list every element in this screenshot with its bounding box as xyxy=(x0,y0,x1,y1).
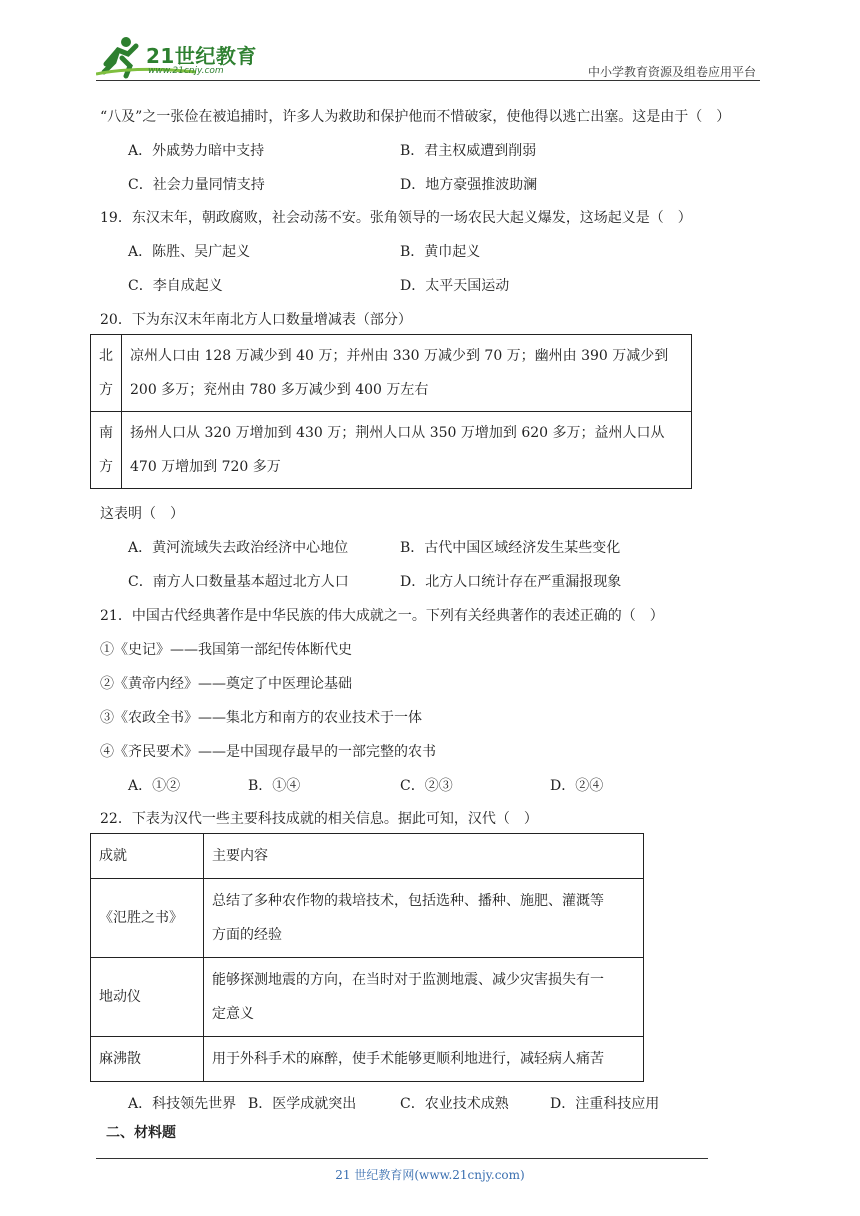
table-header-row xyxy=(91,834,644,879)
achievement-name: 麻沸散 xyxy=(91,1037,204,1082)
q18-option-a[interactable]: A．外戚势力暗中支持 xyxy=(128,143,265,159)
region-char: 方 xyxy=(99,459,113,475)
achievement-content xyxy=(204,958,644,1037)
q21-option-d[interactable]: D．②④ xyxy=(550,778,604,794)
q22-stem: 22．下表为汉代一些主要科技成就的相关信息。据此可知，汉代（ ） xyxy=(100,811,538,827)
achievement-name: 地动仪 xyxy=(91,958,204,1037)
q18-option-d[interactable]: D．地方豪强推波助澜 xyxy=(400,177,538,193)
header-content: 主要内容 xyxy=(204,834,644,879)
region-char: 北 xyxy=(99,348,113,364)
q21-item-4: ④《齐民要术》——是中国现存最早的一部完整的农书 xyxy=(100,744,436,760)
q21-stem: 21．中国古代经典著作是中华民族的伟大成就之一。下列有关经典著作的表述正确的（ ） xyxy=(100,608,664,624)
q22-option-a[interactable]: A．科技领先世界 xyxy=(128,1096,237,1112)
q18-option-b[interactable]: B．君主权威遭到削弱 xyxy=(400,143,537,159)
q20-after-text: 这表明（ ） xyxy=(100,506,184,522)
cell-line: 定意义 xyxy=(212,1006,254,1022)
achievement-content xyxy=(204,1037,644,1082)
header-divider xyxy=(96,80,760,81)
header-achievement: 成就 xyxy=(91,834,204,879)
population-change-cell xyxy=(122,335,692,412)
q20-stem: 20．下为东汉末年南北方人口数量增减表（部分） xyxy=(100,312,412,328)
table-row xyxy=(91,958,644,1037)
q21-item-1: ①《史记》——我国第一部纪传体断代史 xyxy=(100,642,352,658)
q21-item-3: ③《农政全书》——集北方和南方的农业技术于一体 xyxy=(100,710,422,726)
footer-link[interactable]: 21 世纪教育网(www.21cnjy.com) xyxy=(335,1168,525,1182)
cell-line: 方面的经验 xyxy=(212,927,282,943)
table-row xyxy=(91,1037,644,1082)
q19-option-c[interactable]: C．李自成起义 xyxy=(128,278,223,294)
q20-option-a[interactable]: A．黄河流域失去政治经济中心地位 xyxy=(128,540,349,556)
logo-text: 21世纪教育 xyxy=(146,44,257,68)
achievement-name: 《氾胜之书》 xyxy=(91,879,204,958)
header-platform-name: 中小学教育资源及组卷应用平台 xyxy=(587,65,756,79)
cell-line: 总结了多种农作物的栽培技术，包括选种、播种、施肥、灌溉等 xyxy=(212,893,604,909)
tech-achievements-table xyxy=(90,833,644,1082)
cell-line: 凉州人口由 128 万减少到 40 万；并州由 330 万减少到 70 万；幽州由 390 万减少到 xyxy=(130,348,669,364)
q19-option-d[interactable]: D．太平天国运动 xyxy=(400,278,510,294)
cell-line: 200 多万；兖州由 780 多万减少到 400 万左右 xyxy=(130,382,429,398)
q22-option-d[interactable]: D．注重科技应用 xyxy=(550,1096,660,1112)
q18-option-c[interactable]: C．社会力量同情支持 xyxy=(128,177,265,193)
q20-option-b[interactable]: B．古代中国区域经济发生某些变化 xyxy=(400,540,621,556)
q18-stem: “八及”之一张俭在被追捕时，许多人为救助和保护他而不惜破家，使他得以逃亡出塞。这是由于（ ） xyxy=(100,109,731,125)
cell-line: 能够探测地震的方向，在当时对于监测地震、减少灾害损失有一 xyxy=(212,972,604,988)
q21-option-c[interactable]: C．②③ xyxy=(400,778,453,794)
footer-divider xyxy=(96,1158,708,1159)
cell-line: 用于外科手术的麻醉，使手术能够更顺利地进行，减轻病人痛苦 xyxy=(212,1051,604,1067)
population-table xyxy=(90,334,692,489)
region-cell xyxy=(91,412,122,489)
q19-stem: 19．东汉末年，朝政腐败，社会动荡不安。张角领导的一场农民大起义爆发，这场起义是（ ） xyxy=(100,210,692,226)
q22-option-c[interactable]: C．农业技术成熟 xyxy=(400,1096,509,1112)
q21-option-b[interactable]: B．①④ xyxy=(248,778,301,794)
q19-option-b[interactable]: B．黄巾起义 xyxy=(400,244,481,260)
q20-option-d[interactable]: D．北方人口统计存在严重漏报现象 xyxy=(400,574,622,590)
population-change-cell xyxy=(122,412,692,489)
achievement-content xyxy=(204,879,644,958)
region-char: 方 xyxy=(99,382,113,398)
q22-option-b[interactable]: B．医学成就突出 xyxy=(248,1096,357,1112)
cell-line: 扬州人口从 320 万增加到 430 万；荆州人口从 350 万增加到 620 多万；益州人口从 xyxy=(130,425,665,441)
table-row xyxy=(91,412,692,489)
table-row xyxy=(91,879,644,958)
region-cell xyxy=(91,335,122,412)
cell-line: 470 万增加到 720 多万 xyxy=(130,459,281,475)
logo-url: www.21cnjy.com xyxy=(148,66,224,76)
table-row xyxy=(91,335,692,412)
q20-option-c[interactable]: C．南方人口数量基本超过北方人口 xyxy=(128,574,349,590)
q19-option-a[interactable]: A．陈胜、吴广起义 xyxy=(128,244,251,260)
section-heading: 二、材料题 xyxy=(106,1125,176,1141)
region-char: 南 xyxy=(99,425,113,441)
q21-option-a[interactable]: A．①② xyxy=(128,778,181,794)
q21-item-2: ②《黄帝内经》——奠定了中医理论基础 xyxy=(100,676,352,692)
